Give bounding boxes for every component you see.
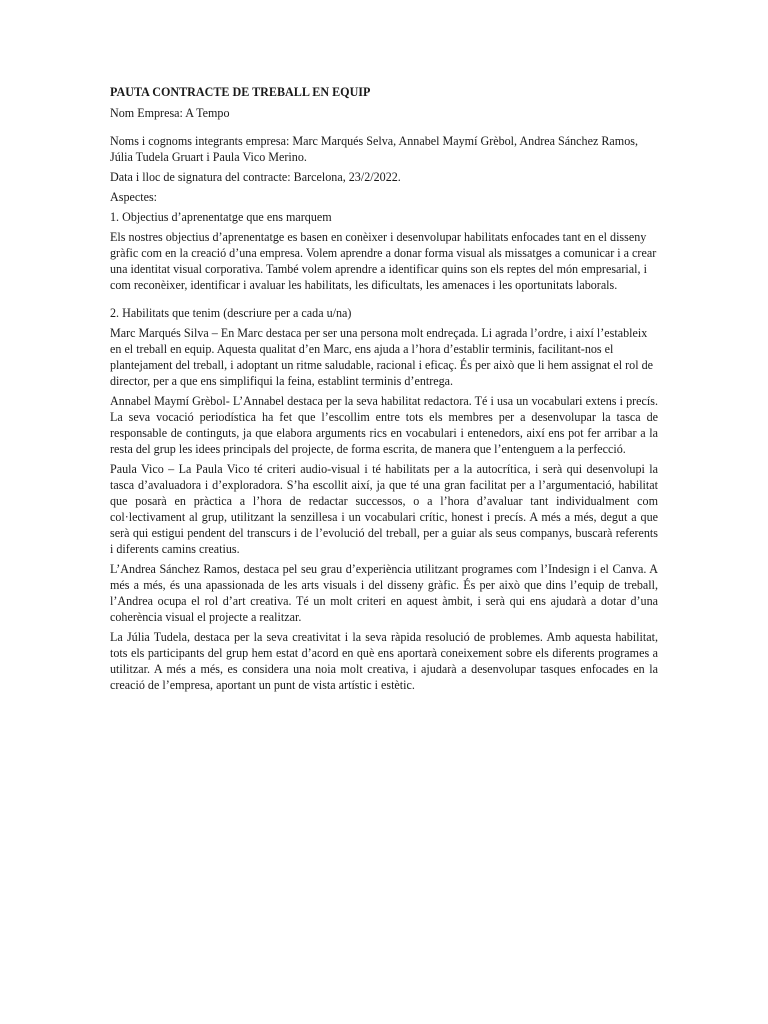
company-name-line: Nom Empresa: A Tempo	[110, 106, 230, 120]
document-title: PAUTA CONTRACTE DE TREBALL EN EQUIP	[110, 85, 371, 99]
paragraph-julia: La Júlia Tudela, destaca per la seva creativitat i la seva ràpida resolució de problemes. Amb aquesta habilitat, tots els participants del grup hem estat d’acord en què ens aportarà coneixement sobre els diferents programes a utilitzar. A més a més, es considera una noia molt creativa, i ajudarà a desenvolupar tasques enfocades en la creació de l’empresa, aportant un punt de vista artístic i estètic.	[110, 630, 658, 692]
members-line: Noms i cognoms integrants empresa: Marc Marqués Selva, Annabel Maymí Grèbol, Andrea Sánchez Ramos, Júlia Tudela Gruart i Paula Vico Merino.	[110, 134, 638, 164]
aspects-label: Aspectes:	[110, 190, 158, 204]
paragraph-marc: Marc Marqués Silva – En Marc destaca per ser una persona molt endreçada. Li agrada l’ordre, i així l’estableix en el treball en equip. Aquesta qualitat d’en Marc, ens ajuda a l’hora d’establir terminis, facilitant-nos el plantejament del treball, i adoptant un ritme saludable, racional i eficaç. És per això que li hem assignat el rol de director, per a que ens simplifiqui la feina, establint terminis d’entrega.	[110, 326, 654, 388]
section1-heading: 1. Objectius d’aprenentatge que ens marquem	[110, 210, 332, 224]
section2-heading: 2. Habilitats que tenim (descriure per a cada u/na)	[110, 306, 352, 320]
paragraph-paula: Paula Vico – La Paula Vico té criteri audio-visual i té habilitats per a la autocrítica, i serà qui desenvolupi la tasca d’avaluadora i d’exploradora. S’ha escollit així, ja que té una gran facilitat per a l’argumentació, habilitat que posarà en pràctica a l’hora de redactar successos, o a l’hora d’avaluar tant individualment com col·lectivament al grup, utilitzant la senzillesa i un vocabulari crític, honest i precís. A més a més, degut a que serà qui estigui pendent del transcurs i de l’evolució del treball, per a guiar als seus companys, buscarà referents i diferents camins creatius.	[110, 462, 658, 556]
paragraph-annabel: Annabel Maymí Grèbol- L’Annabel destaca per la seva habilitat redactora. Té i usa un vocabulari extens i precís. La seva vocació periodística ha fet que l’escollim entre tots els membres per a desenvolupar la tasca de responsable de continguts, ja que elabora arguments rics en vocabulari i entenedors, així ens pot fer arribar a la resta del grup les idees principals del projecte, de forma escrita, de manera que l’entenguem a la perfecció.	[110, 394, 658, 456]
document-page	[110, 84, 658, 697]
date-place-line: Data i lloc de signatura del contracte: Barcelona, 23/2/2022.	[110, 170, 401, 184]
paragraph-andrea: L’Andrea Sánchez Ramos, destaca pel seu grau d’experiència utilitzant programes com l’Indesign i el Canva. A més a més, és una apassionada de les arts visuals i del disseny gràfic. És per això que dins l’equip de treball, l’Andrea ocupa el rol d’art creativa. Té un molt criteri en aquest àmbit, i serà qui ens ajudarà a dotar d’una coherència visual el projecte a realitzar.	[110, 562, 658, 624]
section1-text: Els nostres objectius d’aprenentatge es basen en conèixer i desenvolupar habilitats enfocades tant en el disseny gràfic com en la creació d’una empresa. Volem aprendre a donar forma visual als missatges a comunicar i a crear una identitat visual corporativa. També volem aprendre a identificar quins son els reptes del món empresarial, i com reconèixer, identificar i avaluar les habilitats, les dificultats, les amenaces i les oportunitats laborals.	[110, 230, 657, 292]
